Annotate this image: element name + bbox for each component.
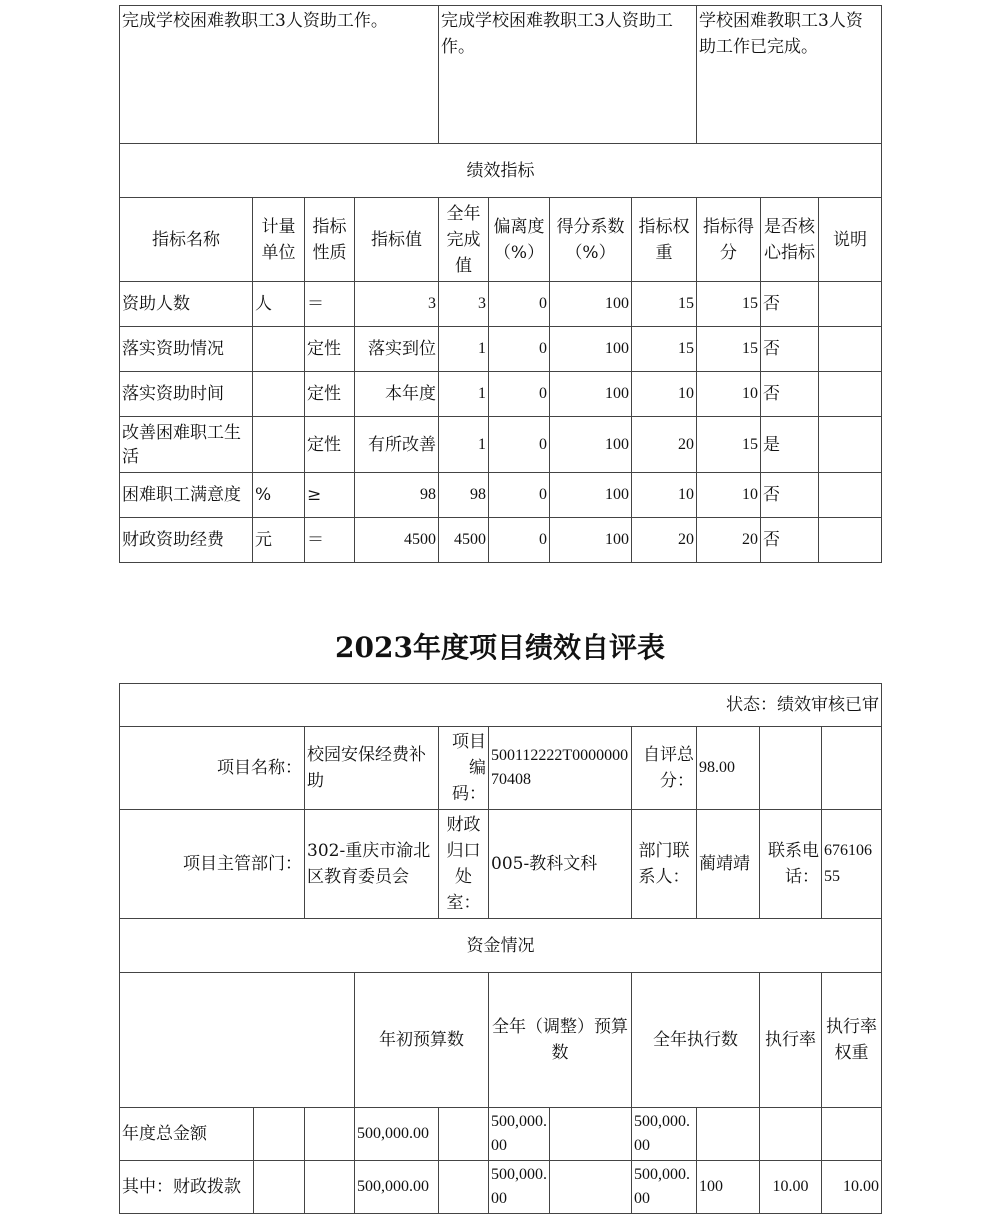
dept-value: 302-重庆市渝北区教育委员会 bbox=[305, 810, 439, 919]
perf-cell: 100 bbox=[550, 327, 632, 372]
perf-header-cell: 偏离度（%） bbox=[489, 198, 550, 282]
perf-cell: % bbox=[253, 473, 305, 518]
perf-cell: 0 bbox=[489, 473, 550, 518]
perf-cell: 1 bbox=[439, 327, 489, 372]
perf-cell: 15 bbox=[697, 282, 761, 327]
status-text: 状态：绩效审核已审 bbox=[120, 684, 882, 727]
perf-header-cell: 指标性质 bbox=[305, 198, 355, 282]
perf-cell bbox=[819, 372, 882, 417]
perf-section-title: 绩效指标 bbox=[120, 144, 882, 198]
funds-row bbox=[120, 1108, 882, 1161]
empty-cell bbox=[439, 1108, 489, 1161]
project-evaluation-table bbox=[119, 683, 882, 1214]
funds-adjusted: 500,000.00 bbox=[489, 1108, 550, 1161]
funds-header-cell: 全年（调整）预算数 bbox=[489, 973, 632, 1108]
perf-cell: 98 bbox=[439, 473, 489, 518]
perf-cell: 10 bbox=[697, 372, 761, 417]
project-name-label: 项目名称： bbox=[120, 727, 305, 810]
project-info-row bbox=[120, 727, 882, 810]
goal-achieved: 学校困难教职工3人资助工作已完成。 bbox=[697, 6, 882, 144]
perf-cell: 100 bbox=[550, 473, 632, 518]
funds-score bbox=[822, 1108, 882, 1161]
perf-cell: 落实资助时间 bbox=[120, 372, 253, 417]
perf-cell bbox=[819, 327, 882, 372]
perf-cell: 15 bbox=[697, 417, 761, 473]
perf-cell: 4500 bbox=[439, 518, 489, 563]
funds-executed: 500,000.00 bbox=[632, 1161, 697, 1214]
perf-cell: 改善困难职工生活 bbox=[120, 417, 253, 473]
phone-value: 67610655 bbox=[822, 810, 882, 919]
empty-cell bbox=[254, 1108, 305, 1161]
perf-cell: 100 bbox=[550, 518, 632, 563]
perf-header-cell: 说明 bbox=[819, 198, 882, 282]
contact-value: 蔺靖靖 bbox=[697, 810, 760, 919]
contact-label: 部门联系人： bbox=[632, 810, 697, 919]
perf-cell: 财政资助经费 bbox=[120, 518, 253, 563]
perf-cell: 20 bbox=[632, 518, 697, 563]
empty-cell bbox=[305, 1108, 355, 1161]
funds-initial: 500,000.00 bbox=[355, 1108, 439, 1161]
perf-header-cell: 指标权重 bbox=[632, 198, 697, 282]
dept-label: 项目主管部门： bbox=[120, 810, 305, 919]
perf-row bbox=[120, 417, 882, 473]
perf-cell: ＝ bbox=[305, 282, 355, 327]
perf-cell bbox=[819, 473, 882, 518]
perf-cell: 定性 bbox=[305, 372, 355, 417]
empty-cell bbox=[305, 1161, 355, 1214]
perf-header-cell: 得分系数（%） bbox=[550, 198, 632, 282]
funds-row-label: 年度总金额 bbox=[120, 1108, 254, 1161]
project-dept-row bbox=[120, 810, 882, 919]
performance-indicator-table bbox=[119, 5, 882, 563]
perf-cell: 0 bbox=[489, 327, 550, 372]
perf-cell: 15 bbox=[632, 327, 697, 372]
perf-cell: 100 bbox=[550, 417, 632, 473]
funds-row bbox=[120, 1161, 882, 1214]
perf-cell: ＝ bbox=[305, 518, 355, 563]
funds-header-cell: 全年执行数 bbox=[632, 973, 760, 1108]
perf-cell: 人 bbox=[253, 282, 305, 327]
perf-header-cell: 指标值 bbox=[355, 198, 439, 282]
office-value: 005-教科文科 bbox=[489, 810, 632, 919]
funds-rate: 100 bbox=[697, 1161, 760, 1214]
perf-cell: 1 bbox=[439, 372, 489, 417]
funds-header-row bbox=[120, 973, 882, 1108]
perf-cell: 否 bbox=[761, 282, 819, 327]
perf-cell: 定性 bbox=[305, 417, 355, 473]
perf-cell: 落实资助情况 bbox=[120, 327, 253, 372]
perf-row bbox=[120, 282, 882, 327]
perf-cell: 3 bbox=[355, 282, 439, 327]
perf-row bbox=[120, 372, 882, 417]
perf-cell: 是 bbox=[761, 417, 819, 473]
perf-header-cell: 指标得分 bbox=[697, 198, 761, 282]
funds-rate bbox=[697, 1108, 760, 1161]
perf-cell bbox=[819, 417, 882, 473]
phone-label: 联系电话： bbox=[760, 810, 822, 919]
perf-cell: 20 bbox=[697, 518, 761, 563]
perf-cell: 0 bbox=[489, 518, 550, 563]
perf-cell: 15 bbox=[632, 282, 697, 327]
perf-cell: 0 bbox=[489, 372, 550, 417]
perf-cell bbox=[253, 327, 305, 372]
perf-row bbox=[120, 327, 882, 372]
empty-cell bbox=[822, 727, 882, 810]
perf-cell: 10 bbox=[632, 473, 697, 518]
funds-row-label: 其中：财政拨款 bbox=[120, 1161, 254, 1214]
project-code-value: 500112222T000000070408 bbox=[489, 727, 632, 810]
perf-cell: 困难职工满意度 bbox=[120, 473, 253, 518]
self-score-value: 98.00 bbox=[697, 727, 760, 810]
project-name-value: 校园安保经费补助 bbox=[305, 727, 439, 810]
perf-cell bbox=[819, 518, 882, 563]
funds-header-cell: 执行率权重 bbox=[822, 973, 882, 1108]
office-label: 财政归口处室： bbox=[439, 810, 489, 919]
funds-weight bbox=[760, 1108, 822, 1161]
funds-adjusted: 500,000.00 bbox=[489, 1161, 550, 1214]
funds-executed: 500,000.00 bbox=[632, 1108, 697, 1161]
funds-header-blank bbox=[120, 973, 355, 1108]
perf-cell: 4500 bbox=[355, 518, 439, 563]
perf-cell: 否 bbox=[761, 518, 819, 563]
self-score-label: 自评总分： bbox=[632, 727, 697, 810]
perf-cell: 15 bbox=[697, 327, 761, 372]
project-code-label: 项目编码： bbox=[439, 727, 489, 810]
funds-initial: 500,000.00 bbox=[355, 1161, 439, 1214]
perf-cell: 3 bbox=[439, 282, 489, 327]
perf-cell: 0 bbox=[489, 282, 550, 327]
goal-planned: 完成学校困难教职工3人资助工作。 bbox=[120, 6, 439, 144]
perf-cell: 否 bbox=[761, 372, 819, 417]
funds-score: 10.00 bbox=[822, 1161, 882, 1214]
perf-cell: 资助人数 bbox=[120, 282, 253, 327]
perf-cell: 20 bbox=[632, 417, 697, 473]
perf-cell: 1 bbox=[439, 417, 489, 473]
funds-weight: 10.00 bbox=[760, 1161, 822, 1214]
perf-row bbox=[120, 518, 882, 563]
perf-header-cell: 指标名称 bbox=[120, 198, 253, 282]
perf-cell: 本年度 bbox=[355, 372, 439, 417]
perf-cell: 否 bbox=[761, 327, 819, 372]
perf-header-cell: 是否核心指标 bbox=[761, 198, 819, 282]
perf-cell bbox=[819, 282, 882, 327]
perf-cell: ≥ bbox=[305, 473, 355, 518]
perf-cell: 98 bbox=[355, 473, 439, 518]
empty-cell bbox=[254, 1161, 305, 1214]
perf-header-row bbox=[120, 198, 882, 282]
perf-cell: 10 bbox=[697, 473, 761, 518]
perf-header-cell: 全年完成值 bbox=[439, 198, 489, 282]
perf-cell: 0 bbox=[489, 417, 550, 473]
empty-cell bbox=[439, 1161, 489, 1214]
perf-cell: 100 bbox=[550, 282, 632, 327]
perf-cell: 否 bbox=[761, 473, 819, 518]
funds-header-cell: 年初预算数 bbox=[355, 973, 489, 1108]
empty-cell bbox=[550, 1108, 632, 1161]
perf-cell bbox=[253, 417, 305, 473]
perf-row bbox=[120, 473, 882, 518]
funds-section-title: 资金情况 bbox=[120, 919, 882, 973]
perf-header-cell: 计量单位 bbox=[253, 198, 305, 282]
perf-cell bbox=[253, 372, 305, 417]
perf-cell: 元 bbox=[253, 518, 305, 563]
goal-row bbox=[120, 6, 882, 144]
empty-cell bbox=[760, 727, 822, 810]
goal-adjusted: 完成学校困难教职工3人资助工作。 bbox=[439, 6, 697, 144]
perf-cell: 落实到位 bbox=[355, 327, 439, 372]
empty-cell bbox=[550, 1161, 632, 1214]
page-title: 2023年度项目绩效自评表 bbox=[335, 631, 665, 664]
funds-header-cell: 执行率 bbox=[760, 973, 822, 1108]
perf-cell: 定性 bbox=[305, 327, 355, 372]
perf-cell: 100 bbox=[550, 372, 632, 417]
perf-cell: 有所改善 bbox=[355, 417, 439, 473]
perf-cell: 10 bbox=[632, 372, 697, 417]
